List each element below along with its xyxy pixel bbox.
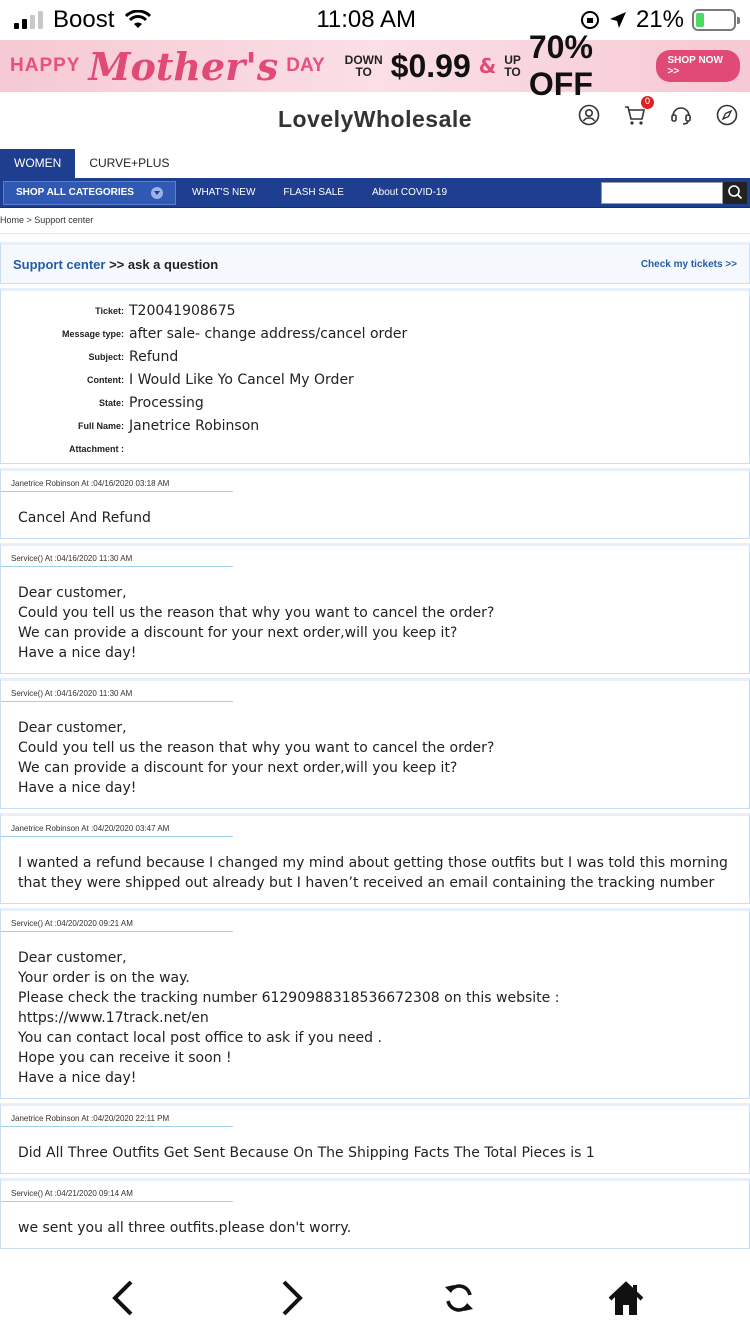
headset-icon[interactable] — [670, 104, 692, 126]
search-input[interactable] — [601, 182, 723, 204]
breadcrumb[interactable]: Home > Support center — [0, 208, 750, 234]
message-line: You can contact local post office to ask if you need . — [18, 1030, 382, 1046]
message-meta: Service() At :04/20/2020 09:21 AM — [1, 919, 233, 932]
banner-amp: & — [478, 54, 497, 78]
refresh-icon — [442, 1279, 476, 1317]
user-icon[interactable] — [578, 104, 600, 126]
banner-happy: HAPPY — [10, 55, 81, 76]
message-line: Could you tell us the reason that why you want to cancel the order? — [18, 740, 495, 756]
message-card — [0, 1178, 750, 1249]
nav-whats-new[interactable]: WHAT'S NEW — [192, 187, 256, 198]
message-body — [1, 567, 749, 673]
shop-all-categories-dropdown[interactable] — [3, 181, 176, 205]
message-card — [0, 678, 750, 809]
message-meta: Janetrice Robinson At :04/16/2020 03:18 AM — [1, 479, 233, 492]
back-button[interactable] — [102, 1276, 146, 1320]
cart-icon[interactable] — [624, 97, 651, 126]
main-nav — [0, 178, 750, 208]
support-center-link[interactable]: Support center — [13, 256, 106, 272]
message-card — [0, 543, 750, 674]
message-type-label: Message type: — [61, 328, 124, 339]
cart-count-badge: 0 — [641, 96, 654, 109]
message-body — [1, 1202, 749, 1248]
message-line: Dear customer, — [18, 720, 127, 736]
search-box — [601, 182, 747, 204]
ticket-label: Ticket: — [95, 305, 124, 316]
wifi-icon — [124, 10, 152, 30]
battery-percent: 21% — [635, 6, 684, 33]
back-icon — [109, 1278, 139, 1318]
browser-toolbar — [0, 1262, 750, 1334]
message-thread — [0, 468, 750, 1249]
shop-now-button[interactable]: SHOP NOW >> — [656, 50, 741, 82]
subject-label: Subject: — [88, 351, 124, 362]
message-body — [1, 932, 749, 1098]
message-line: Have a nice day! — [18, 1070, 137, 1086]
refresh-button[interactable] — [437, 1276, 481, 1320]
banner-up-to: UP TO — [504, 53, 521, 79]
full-name-value: Janetrice Robinson — [129, 417, 260, 434]
message-line: Dear customer, — [18, 585, 127, 601]
banner-price: $0.99 — [390, 47, 471, 84]
message-line: Have a nice day! — [18, 645, 137, 661]
promo-banner[interactable] — [0, 29, 750, 102]
message-body — [1, 837, 749, 903]
ticket-row — [1, 345, 749, 368]
ticket-number: T20041908675 — [129, 302, 236, 319]
message-line: Dear customer, — [18, 950, 127, 966]
header-icons — [578, 97, 738, 126]
nav-flash-sale[interactable]: FLASH SALE — [283, 187, 344, 198]
message-line: I wanted a refund because I changed my mind about getting those outfits but I was told this morning that they were shipped out already but I haven’t received an email containing the tracking number — [18, 855, 728, 891]
ticket-row — [1, 437, 749, 460]
content-label: Content: — [87, 374, 124, 385]
compass-icon[interactable] — [716, 104, 738, 126]
message-card — [0, 813, 750, 904]
banner-percent: 70% OFF — [528, 29, 593, 102]
status-left — [14, 6, 152, 34]
message-line: Did All Three Outfits Get Sent Because On The Shipping Facts The Total Pieces is 1 — [18, 1145, 595, 1161]
message-line: We can provide a discount for your next order,will you keep it? — [18, 760, 458, 776]
location-icon — [608, 10, 628, 30]
ask-question-label: >> ask a question — [105, 256, 219, 272]
message-line: Your order is on the way. — [18, 970, 190, 986]
tab-curve-plus[interactable]: CURVE+PLUS — [89, 156, 170, 170]
shop-all-categories-label: SHOP ALL CATEGORIES — [16, 187, 134, 198]
orientation-lock-icon — [580, 10, 600, 30]
message-meta: Service() At :04/21/2020 09:14 AM — [1, 1189, 233, 1202]
state-label: State: — [98, 397, 124, 408]
search-icon — [723, 182, 747, 204]
ticket-row — [1, 391, 749, 414]
home-button[interactable] — [604, 1276, 648, 1320]
tab-women[interactable]: WOMEN — [0, 149, 75, 178]
message-line: Hope you can receive it soon ! — [18, 1050, 232, 1066]
support-title — [13, 257, 218, 272]
check-my-tickets-link[interactable]: Check my tickets >> — [640, 258, 737, 270]
message-line: Have a nice day! — [18, 780, 137, 796]
forward-icon — [276, 1278, 306, 1318]
support-header — [0, 242, 750, 284]
subject-value: Refund — [129, 348, 179, 365]
message-meta: Janetrice Robinson At :04/20/2020 03:47 AM — [1, 824, 233, 837]
ticket-row — [1, 322, 749, 345]
ticket-details — [0, 288, 750, 464]
message-body — [1, 1127, 749, 1173]
message-line: We can provide a discount for your next order,will you keep it? — [18, 625, 458, 641]
banner-mothers: Mother's — [88, 43, 279, 89]
attachment-label: Attachment : — [68, 443, 124, 454]
message-line: Could you tell us the reason that why you want to cancel the order? — [18, 605, 495, 621]
message-body — [1, 702, 749, 808]
message-meta: Janetrice Robinson At :04/20/2020 22:11 PM — [1, 1114, 233, 1127]
clock: 11:08 AM — [316, 6, 416, 33]
ticket-row — [1, 368, 749, 391]
site-header — [0, 92, 750, 146]
state-value: Processing — [129, 394, 204, 411]
signal-icon — [14, 11, 43, 29]
message-meta: Service() At :04/16/2020 11:30 AM — [1, 689, 233, 702]
banner-day: DAY — [286, 55, 325, 76]
message-type-value: after sale- change address/cancel order — [129, 325, 408, 342]
search-button[interactable] — [723, 182, 747, 204]
message-line: https://www.17track.net/en — [18, 1010, 209, 1026]
full-name-label: Full Name: — [77, 420, 124, 431]
carrier-label: Boost — [53, 6, 115, 33]
nav-covid[interactable]: About COVID-19 — [371, 187, 448, 198]
home-icon — [606, 1279, 646, 1317]
message-card — [0, 1103, 750, 1174]
site-logo[interactable]: LovelyWholesale — [277, 105, 473, 132]
message-card — [0, 468, 750, 539]
message-line: Cancel And Refund — [18, 510, 151, 526]
message-line: we sent you all three outfits.please don't worry. — [18, 1220, 352, 1236]
ticket-row — [1, 414, 749, 437]
message-body — [1, 492, 749, 538]
ticket-row — [1, 299, 749, 322]
message-card — [0, 908, 750, 1099]
banner-down-to: DOWN TO — [344, 53, 383, 79]
battery-icon — [692, 9, 736, 31]
chevron-down-icon — [151, 187, 163, 199]
message-line: Please check the tracking number 61290988318536672308 on this website : — [18, 990, 560, 1006]
forward-button[interactable] — [269, 1276, 313, 1320]
message-meta: Service() At :04/16/2020 11:30 AM — [1, 554, 233, 567]
category-tabs — [0, 148, 750, 178]
content-value: I Would Like Yo Cancel My Order — [129, 371, 354, 388]
